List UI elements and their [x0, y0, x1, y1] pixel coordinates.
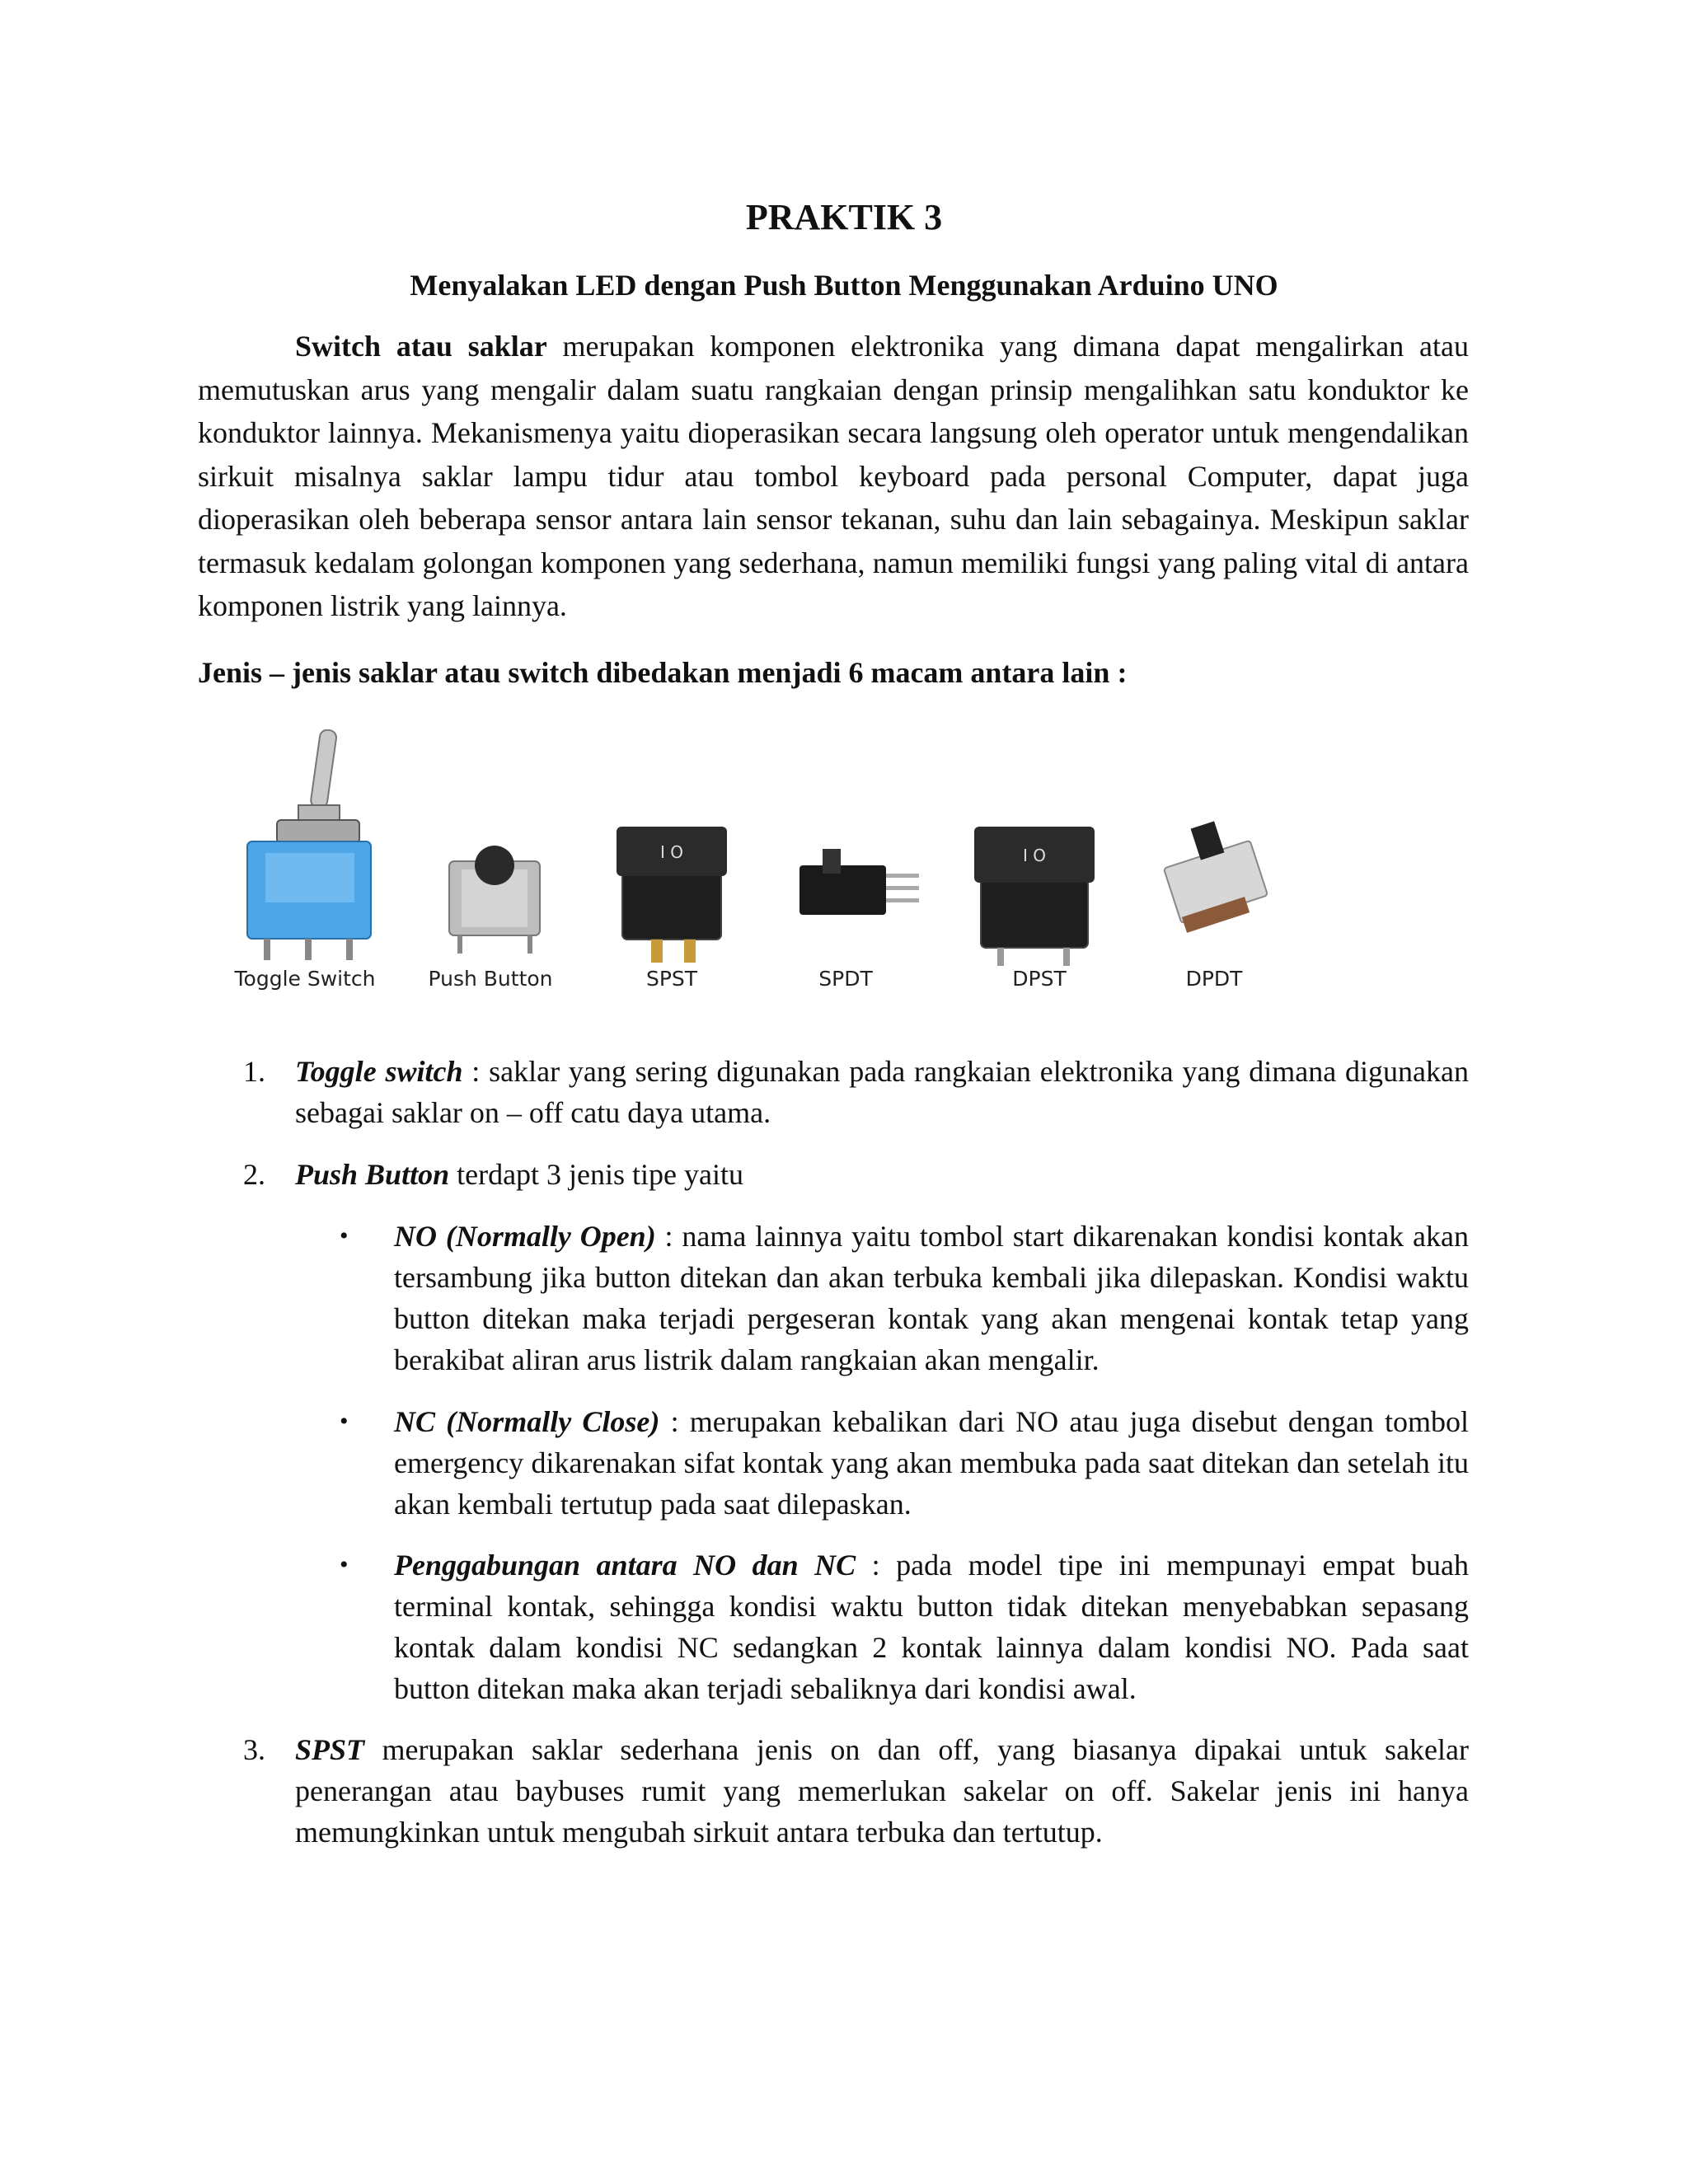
item-text: terdapt 3 jenis tipe yaitu [449, 1158, 744, 1191]
bullet-icon: • [340, 1551, 349, 1578]
bullet-icon: • [340, 1408, 349, 1435]
list-item-push-button [198, 1154, 1469, 1195]
sublist-item-no [198, 1216, 1469, 1380]
switch-illustrations [223, 729, 1311, 1010]
caption-dpdt: DPDT [1185, 967, 1243, 991]
svg-text:I O: I O [1023, 846, 1046, 865]
dpst-switch-image [974, 827, 1095, 966]
list-number: 2. [243, 1158, 265, 1191]
term-toggle-switch: Toggle switch [295, 1055, 463, 1088]
caption-dpst: DPST [1012, 967, 1067, 991]
push-button-image [449, 846, 540, 954]
term-spst: SPST [295, 1733, 365, 1766]
caption-spdt: SPDT [818, 967, 873, 991]
caption-toggle-switch: Toggle Switch [234, 967, 376, 991]
types-heading: Jenis – jenis saklar atau switch dibedakan menjadi 6 macam antara lain : [198, 656, 1128, 689]
list-number: 3. [243, 1733, 265, 1766]
term-normally-close: NC (Normally Close) [394, 1405, 660, 1438]
caption-spst: SPST [645, 967, 698, 991]
item-text: : saklar yang sering digunakan pada rangkaian elektronika yang dimana digunakan sebagai saklar on – off catu daya utama. [295, 1055, 1469, 1129]
intro-text: merupakan komponen elektronika yang dimana dapat mengalirkan atau memutuskan arus yang mengalir dalam suatu rangkaian dengan prinsip mengalihkan satu konduktor ke konduktor lainnya. Mekanismenya yaitu dioperasikan secara langsung oleh operator untuk mengendalikan sirkuit misalnya saklar lampu tidur atau tombol keyboard pada personal Computer, dapat juga dioperasikan oleh beberapa sensor antara lain sensor tekanan, suhu dan lain sebagainya. Meskipun saklar termasuk kedalam golongan komponen yang sederhana, namun memiliki fungsi yang paling vital di antara komponen listrik yang lainnya. [198, 330, 1470, 622]
page-title: PRAKTIK 3 [745, 197, 943, 237]
item-text: merupakan saklar sederhana jenis on dan off, yang biasanya dipakai untuk sakelar penerangan atau baybuses rumit yang memerlukan sakelar on off. Sakelar jenis ini hanya memungkinkan untuk mengubah sirkuit antara terbuka dan tertutup. [295, 1733, 1469, 1849]
subitem-text: : pada model tipe ini mempunayi empat buah terminal kontak, sehingga kondisi waktu button tidak ditekan menyebabkan sepasang kontak dalam kondisi NC sedangkan 2 kontak lainnya dalam kondisi NO. Pada saat button ditekan maka akan terjadi sebaliknya dari kondisi awal. [394, 1549, 1469, 1705]
subitem-text: : nama lainnya yaitu tombol start dikarenakan kondisi kontak akan tersambung jika button ditekan dan akan terbuka kembali jika dilepaskan. Kondisi waktu button ditekan maka terjadi pergeseran kontak yang akan mengenai kontak tetap yang berakibat aliran arus listrik dalam rangkaian akan mengalir. [394, 1220, 1470, 1376]
spdt-switch-image [799, 849, 919, 915]
intro-paragraph [198, 325, 1469, 628]
term-normally-open: NO (Normally Open) [394, 1220, 656, 1253]
bullet-icon: • [340, 1222, 349, 1249]
list-item-toggle-switch [198, 1051, 1469, 1133]
term-no-nc-combination: Penggabungan antara NO dan NC [394, 1549, 856, 1582]
toggle-switch-image [247, 729, 371, 960]
caption-push-button: Push Button [428, 967, 553, 991]
list-number: 1. [243, 1055, 265, 1088]
sublist-item-no-nc [198, 1544, 1469, 1709]
switch-types-figure [223, 729, 1311, 1010]
dpdt-switch-image [1164, 821, 1268, 933]
term-push-button: Push Button [295, 1158, 450, 1191]
intro-bold-lead: Switch atau saklar [295, 330, 547, 363]
sublist-item-nc [198, 1401, 1469, 1525]
spst-switch-image [617, 827, 727, 963]
page-subtitle: Menyalakan LED dengan Push Button Menggunakan Arduino UNO [410, 269, 1278, 302]
svg-text:I O: I O [660, 842, 683, 862]
subitem-text: : merupakan kebalikan dari NO atau juga disebut dengan tombol emergency dikarenakan sifat kontak yang akan membuka pada saat ditekan dan setelah itu akan kembali tertutup pada saat dilepaskan. [394, 1405, 1470, 1521]
list-item-spst [198, 1729, 1469, 1853]
